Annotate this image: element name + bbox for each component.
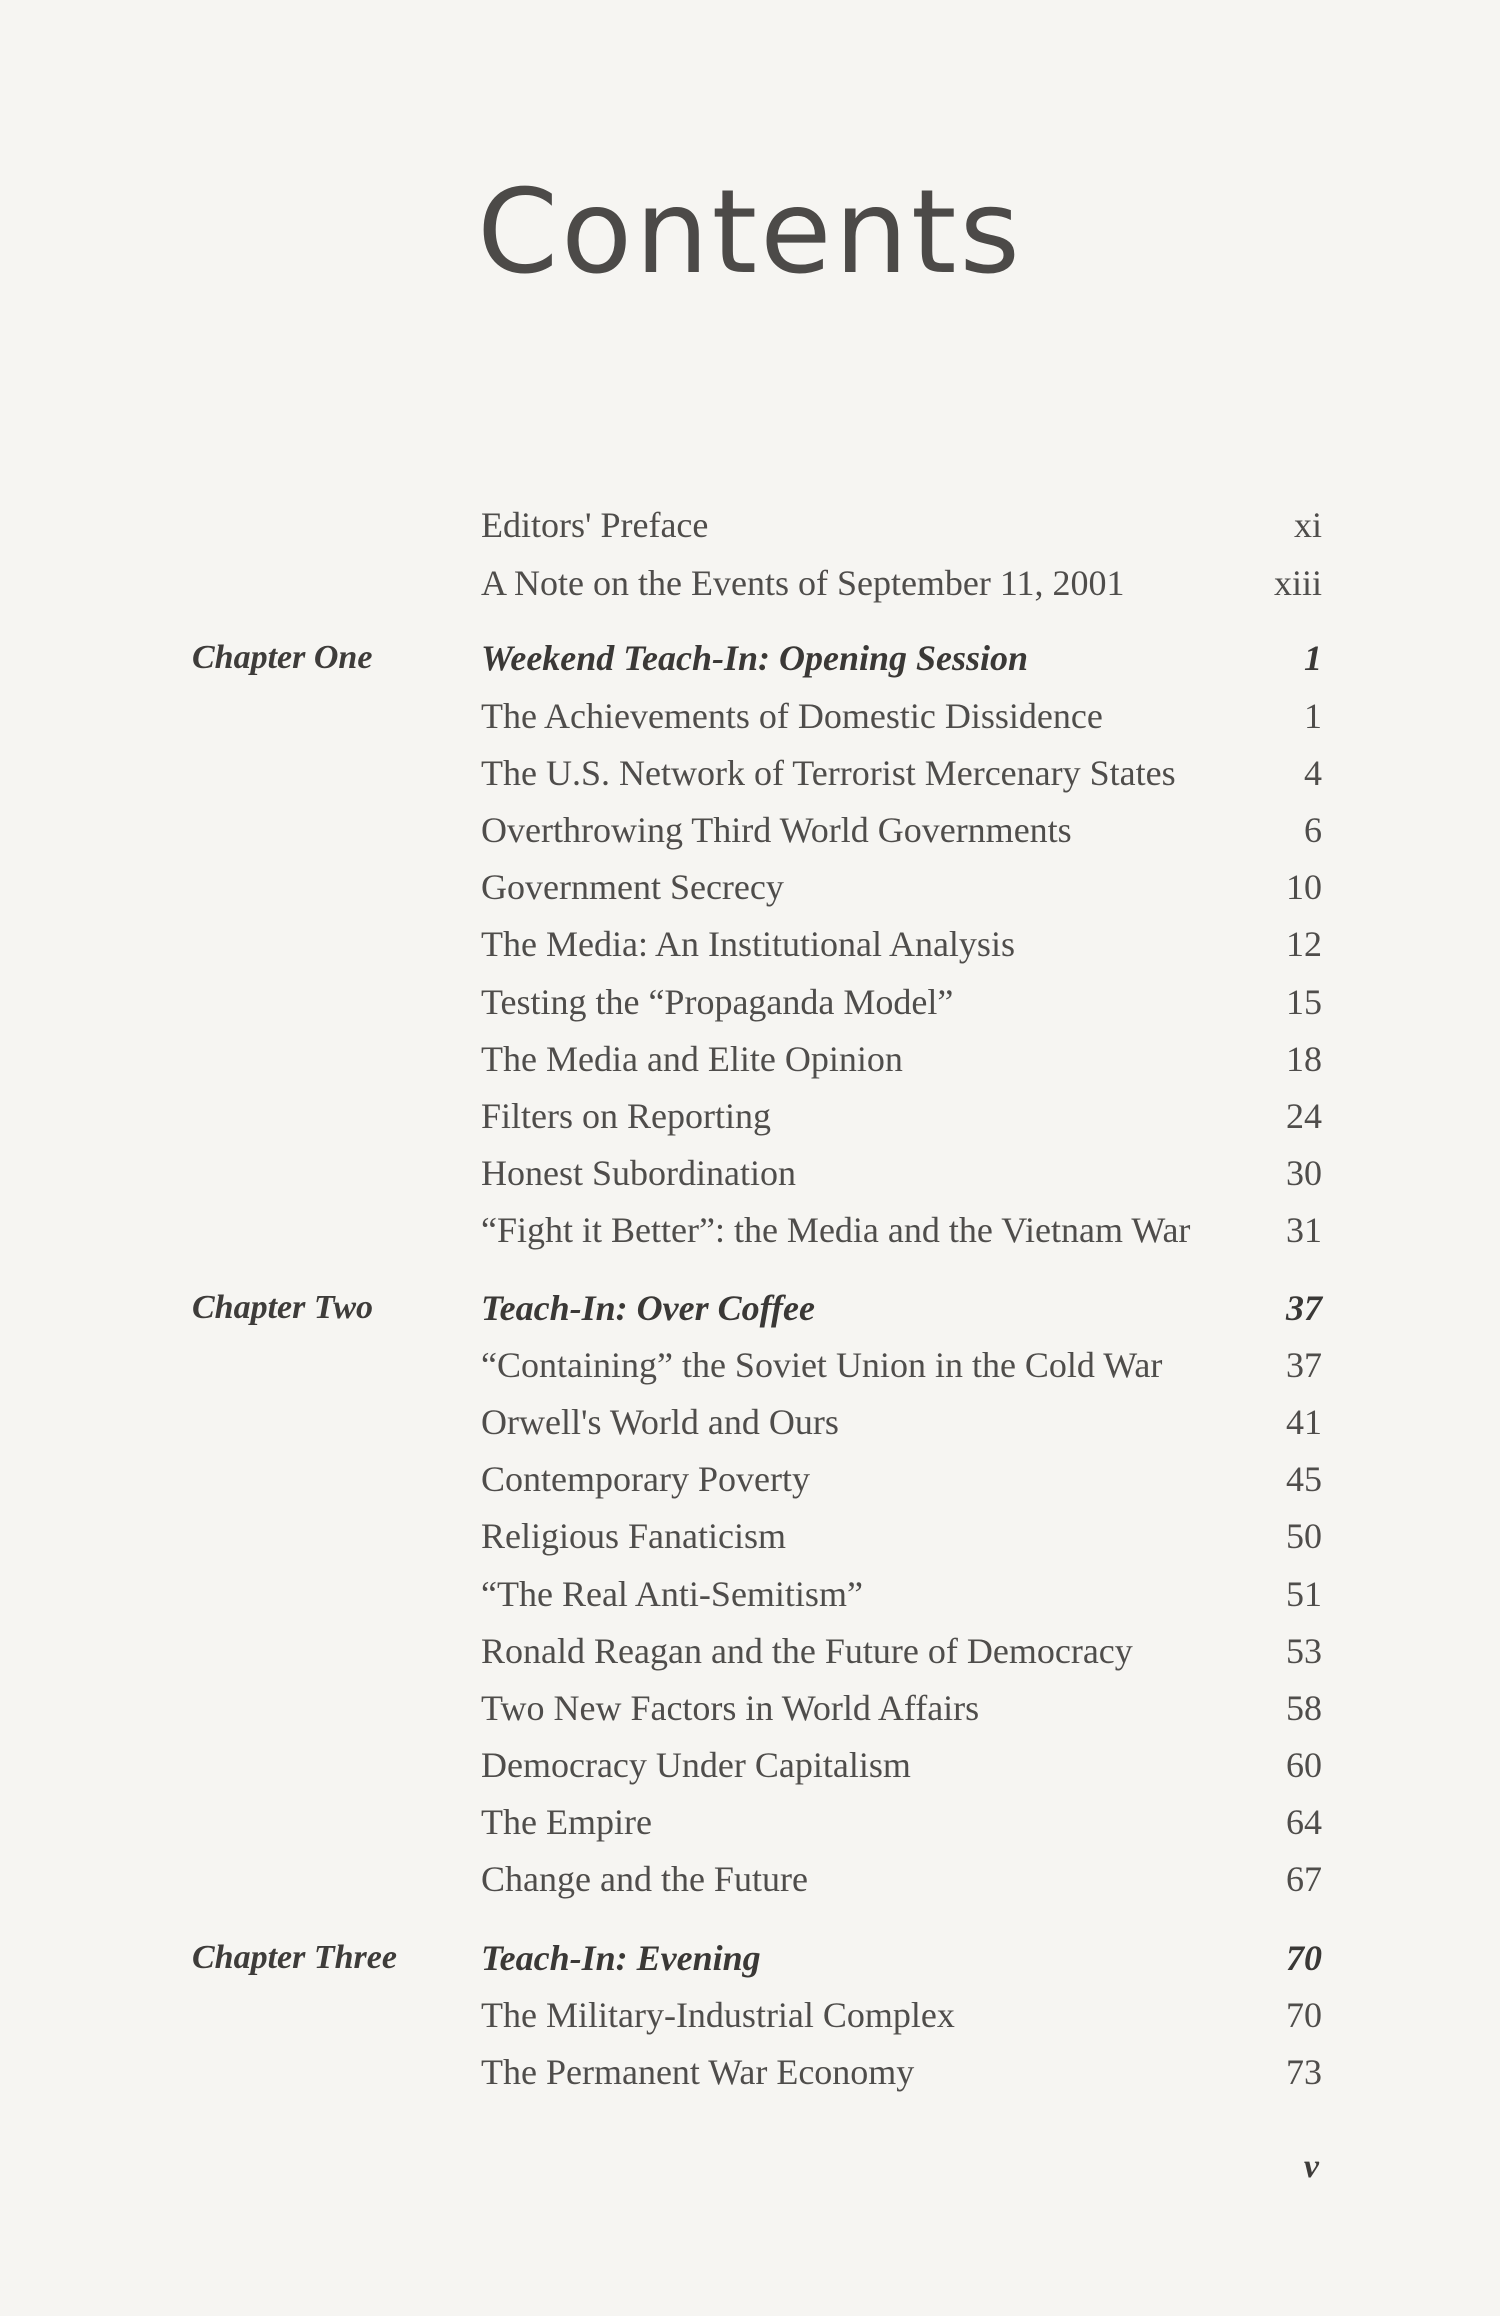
entry-page-number: 53 (1286, 1631, 1322, 1671)
chapter-heading: Teach-In: Over Coffee (481, 1288, 815, 1328)
toc-entry (0, 1794, 1500, 1850)
chapter-two-heading-row (0, 1280, 1500, 1336)
entry-page-number: 4 (1304, 753, 1322, 793)
chapter-page-number: 1 (1304, 638, 1322, 678)
chapter-page-number: 70 (1286, 1938, 1322, 1978)
entry-title: The Military-Industrial Complex (481, 1995, 955, 2035)
entry-page-number: 10 (1286, 867, 1322, 907)
toc-entry (0, 1451, 1500, 1507)
toc-entry (0, 1508, 1500, 1564)
entry-title: Honest Subordination (481, 1153, 796, 1193)
entry-title: Editors' Preface (481, 505, 709, 545)
entry-title: Testing the “Propaganda Model” (481, 982, 954, 1022)
page-folio: v (1303, 2148, 1319, 2185)
entry-page-number: 30 (1286, 1153, 1322, 1193)
entry-page-number: 45 (1286, 1459, 1322, 1499)
toc-entry-editors-preface (0, 497, 1500, 553)
toc-entry (0, 1566, 1500, 1622)
toc-entry (0, 745, 1500, 801)
toc-entry-september-11-note (0, 555, 1500, 611)
toc-entry (0, 688, 1500, 744)
toc-entry (0, 1987, 1500, 2043)
entry-title: The Achievements of Domestic Dissidence (481, 696, 1103, 736)
toc-entry (0, 1851, 1500, 1907)
toc-entry (0, 1394, 1500, 1450)
toc-entry (0, 859, 1500, 915)
toc-entry (0, 1031, 1500, 1087)
entry-page-number: xi (1293, 505, 1322, 545)
entry-page-number: 41 (1286, 1402, 1322, 1442)
entry-page-number: 73 (1286, 2052, 1322, 2092)
entry-page-number: 50 (1286, 1516, 1322, 1556)
chapter-label: Chapter Three (192, 1939, 397, 1976)
entry-page-number: 1 (1304, 696, 1322, 736)
entry-title: Overthrowing Third World Governments (481, 810, 1072, 850)
entry-title: Change and the Future (481, 1859, 808, 1899)
entry-title: Two New Factors in World Affairs (481, 1688, 980, 1728)
toc-entry (0, 1737, 1500, 1793)
toc-entry (0, 1145, 1500, 1201)
chapter-one-heading-row (0, 630, 1500, 686)
chapter-page-number: 37 (1286, 1288, 1322, 1328)
chapter-heading: Teach-In: Evening (481, 1938, 761, 1978)
toc-entry (0, 974, 1500, 1030)
entry-title: The Media: An Institutional Analysis (481, 924, 1015, 964)
entry-title: Ronald Reagan and the Future of Democracy (481, 1631, 1133, 1671)
entry-title: Contemporary Poverty (481, 1459, 810, 1499)
entry-title: A Note on the Events of September 11, 2001 (481, 563, 1125, 603)
chapter-label: Chapter One (192, 639, 373, 676)
entry-page-number: 51 (1286, 1574, 1322, 1614)
toc-entry (0, 1680, 1500, 1736)
toc-entry (0, 1623, 1500, 1679)
entry-title: “Fight it Better”: the Media and the Vietnam War (481, 1210, 1191, 1250)
entry-page-number: 12 (1286, 924, 1322, 964)
toc-entry (0, 916, 1500, 972)
toc-entry (0, 1202, 1500, 1258)
entry-title: The Empire (481, 1802, 652, 1842)
entry-page-number: 24 (1286, 1096, 1322, 1136)
chapter-three-heading-row (0, 1930, 1500, 1986)
entry-page-number: 64 (1286, 1802, 1322, 1842)
entry-title: The Media and Elite Opinion (481, 1039, 903, 1079)
entry-title: Orwell's World and Ours (481, 1402, 839, 1442)
entry-page-number: 70 (1286, 1995, 1322, 2035)
entry-page-number: 18 (1286, 1039, 1322, 1079)
entry-page-number: 37 (1286, 1345, 1322, 1385)
chapter-heading: Weekend Teach-In: Opening Session (481, 638, 1029, 678)
toc-entry (0, 802, 1500, 858)
entry-page-number: 58 (1286, 1688, 1322, 1728)
entry-title: “Containing” the Soviet Union in the Cold War (481, 1345, 1163, 1385)
entry-page-number: 67 (1286, 1859, 1322, 1899)
entry-title: The U.S. Network of Terrorist Mercenary States (481, 753, 1176, 793)
entry-title: “The Real Anti-Semitism” (481, 1574, 863, 1614)
entry-title: The Permanent War Economy (481, 2052, 915, 2092)
entry-title: Democracy Under Capitalism (481, 1745, 911, 1785)
toc-entry (0, 1337, 1500, 1393)
page-title: Contents (477, 165, 1023, 300)
chapter-label: Chapter Two (192, 1289, 374, 1326)
toc-entry (0, 1088, 1500, 1144)
entry-page-number: 60 (1286, 1745, 1322, 1785)
entry-page-number: 6 (1304, 810, 1322, 850)
entry-title: Religious Fanaticism (481, 1516, 786, 1556)
entry-page-number: 15 (1286, 982, 1322, 1022)
entry-title: Filters on Reporting (481, 1096, 771, 1136)
toc-entry (0, 2044, 1500, 2100)
entry-title: Government Secrecy (481, 867, 784, 907)
entry-page-number: xiii (1273, 563, 1322, 603)
entry-page-number: 31 (1286, 1210, 1322, 1250)
